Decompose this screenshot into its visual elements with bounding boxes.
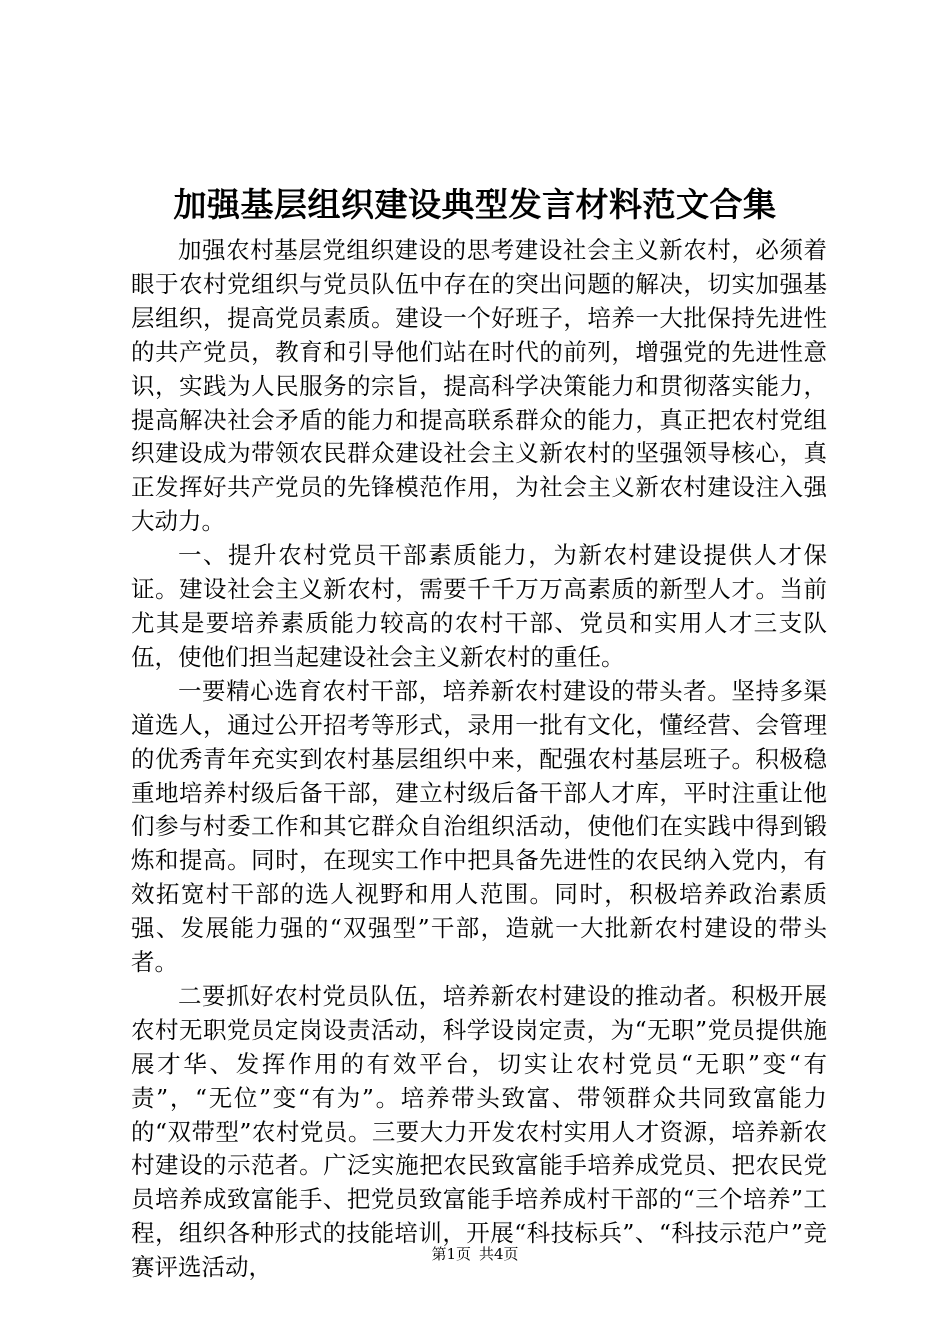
paragraph-cadres: 一要精心选育农村干部，培养新农村建设的带头者。坚持多渠道选人，通过公开招考等形式，录用一批有文化，懂经营、会管理的优秀青年充实到农村基层组织中来，配强农村基层班子。积极稳重地培养村级后备干部，建立村级后备干部人才库，平时注重让他们参与村委工作和其它群众自治组织活动，使他们在实践中得到锻炼和提高。同时，在现实工作中把具备先进性的农民纳入党内，有效拓宽村干部的选人视野和用人范围。同时，积极培养政治素质强、发展能力强的“双强型”干部，造就一大批新农村建设的带头者。 [131, 676, 827, 977]
document-title: 加强基层组织建设典型发言材料范文合集 [173, 185, 777, 224]
paragraph-members: 二要抓好农村党员队伍，培养新农村建设的推动者。积极开展农村无职党员定岗设责活动，科学设岗定责，为“无职”党员提供施展才华、发挥作用的有效平台，切实让农村党员“无职”变“有责”，“无位”变“有为”。培养带头致富、带领群众共同致富能力的“双带型”农村党员。三要大力开发农村实用人才资源，培养新农村建设的示范者。广泛实施把农民致富能手培养成党员、把农民党员培养成致富能手、把党员致富能手培养成村干部的“三个培养”工程，组织各种形式的技能培训，开展“科技标兵”、“科技示范户”竞赛评选活动， [131, 981, 827, 1282]
page-number-current: 第1页 [431, 1245, 471, 1263]
document-body [131, 234, 827, 1285]
page-number-total: 共4页 [479, 1245, 519, 1263]
paragraph-section-one: 一、提升农村党员干部素质能力，为新农村建设提供人才保证。建设社会主义新农村，需要千千万万高素质的新型人才。当前尤其是要培养素质能力较高的农村干部、党员和实用人才三支队伍，使他们担当起建设社会主义新农村的重任。 [131, 541, 827, 671]
page-footer [0, 1244, 950, 1264]
paragraph-intro: 加强农村基层党组织建设的思考建设社会主义新农村，必须着眼于农村党组织与党员队伍中存在的突出问题的解决，切实加强基层组织，提高党员素质。建设一个好班子，培养一大批保持先进性的共产党员，教育和引导他们站在时代的前列，增强党的先进性意识，实践为人民服务的宗旨，提高科学决策能力和贯彻落实能力，提高解决社会矛盾的能力和提高联系群众的能力，真正把农村党组织建设成为带领农民群众建设社会主义新农村的坚强领导核心，真正发挥好共产党员的先锋模范作用，为社会主义新农村建设注入强大动力。 [131, 236, 827, 536]
